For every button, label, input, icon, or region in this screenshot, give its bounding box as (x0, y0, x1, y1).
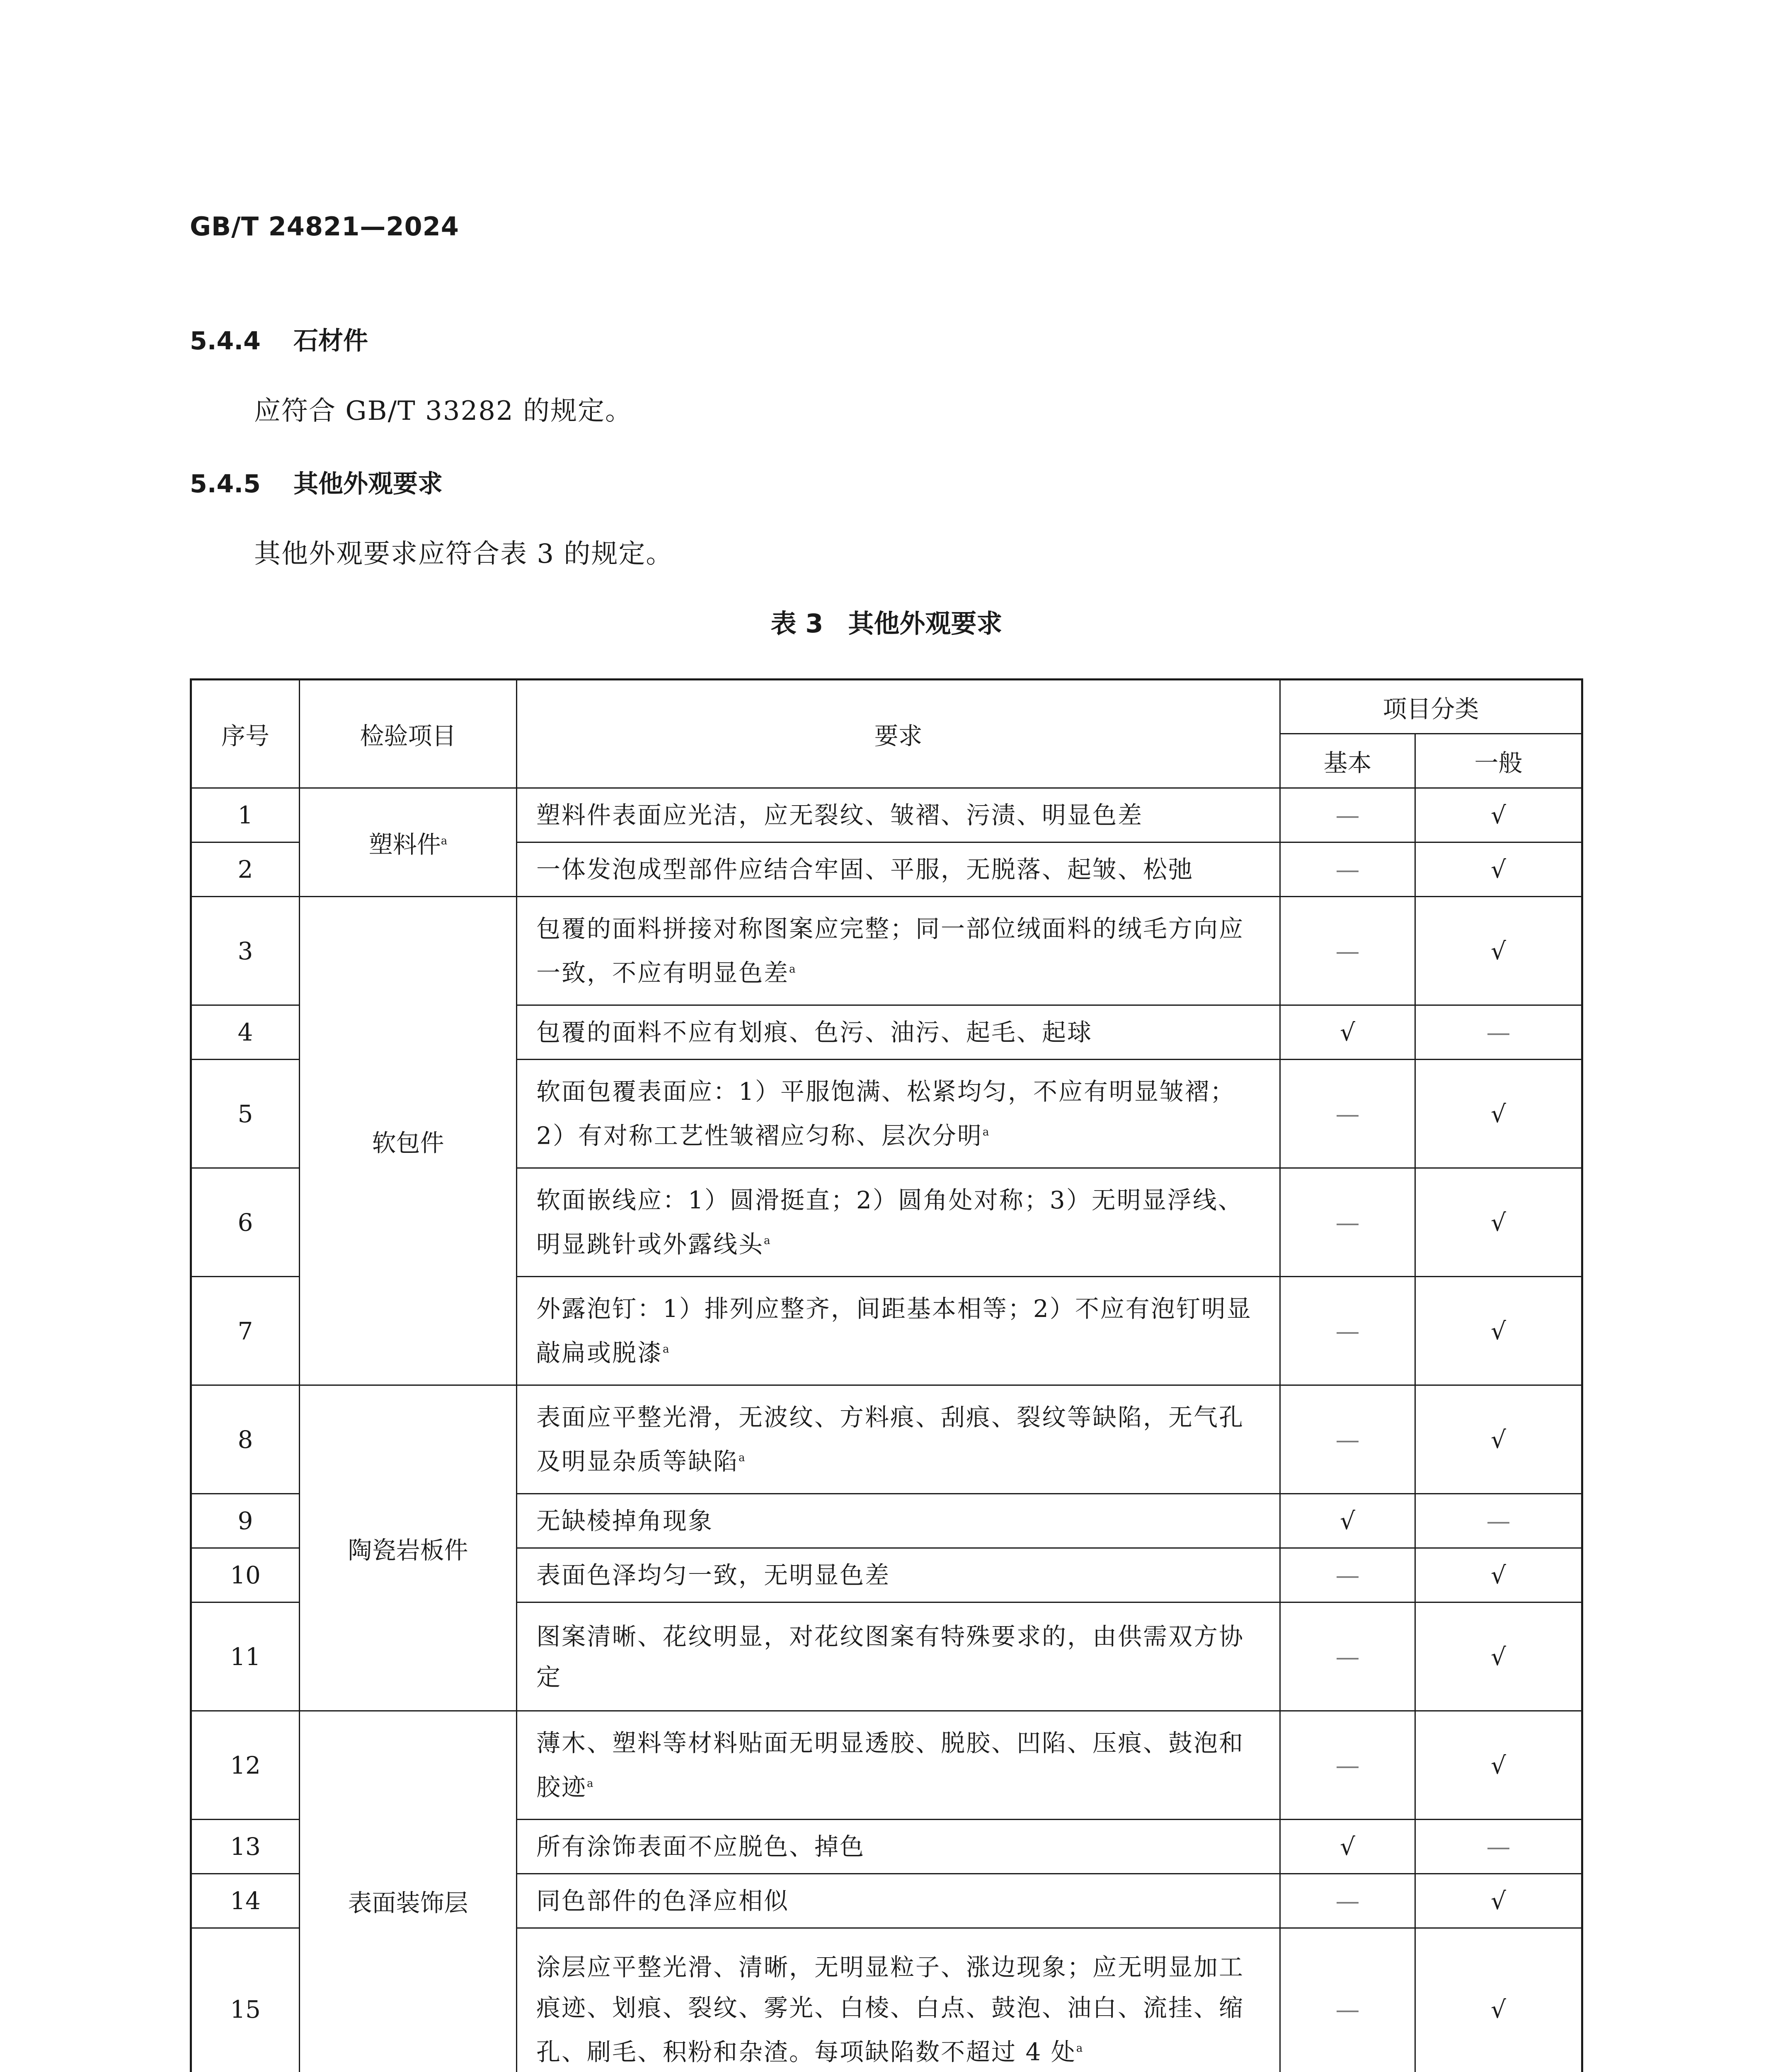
table-row (191, 788, 1582, 842)
row-number: 3 (191, 897, 300, 1005)
row-number: 9 (191, 1494, 300, 1548)
general-mark: √ (1415, 1277, 1582, 1385)
row-number: 11 (191, 1602, 300, 1711)
row-number: 2 (191, 842, 300, 897)
basic-mark: — (1280, 1168, 1415, 1277)
general-mark: √ (1415, 1928, 1582, 2072)
requirement-text: 塑料件表面应光洁，应无裂纹、皱褶、污渍、明显色差 (517, 788, 1280, 842)
basic-mark: — (1280, 788, 1415, 842)
row-number: 12 (191, 1711, 300, 1820)
general-mark: √ (1415, 1548, 1582, 1602)
header-general: 一般 (1415, 734, 1582, 788)
row-number: 5 (191, 1060, 300, 1168)
general-mark: √ (1415, 1602, 1582, 1711)
basic-mark: — (1280, 1928, 1415, 2072)
section-number: 5.4.4 (190, 327, 261, 356)
header-item: 检验项目 (300, 680, 517, 788)
row-number: 7 (191, 1277, 300, 1385)
footnote-mark: a (587, 1777, 595, 1790)
general-mark: — (1415, 1820, 1582, 1874)
requirement-text (517, 1060, 1280, 1168)
header-classification: 项目分类 (1280, 680, 1582, 734)
standard-code: GB/T 24821—2024 (190, 211, 459, 242)
requirement-text (517, 1277, 1280, 1385)
requirement-text (517, 1928, 1280, 2072)
basic-mark: √ (1280, 1005, 1415, 1060)
row-number: 8 (191, 1385, 300, 1494)
footnote-mark: a (739, 1452, 746, 1464)
table-caption-title: 其他外观要求 (848, 608, 1003, 639)
requirement-text: 同色部件的色泽应相似 (517, 1874, 1280, 1928)
group-surface-finish: 表面装饰层 (300, 1711, 517, 2072)
requirement-text (517, 897, 1280, 1005)
basic-mark: — (1280, 1277, 1415, 1385)
footnote-mark: a (1076, 2042, 1084, 2055)
footnote-mark: a (764, 1234, 772, 1247)
requirement-text: 表面色泽均匀一致，无明显色差 (517, 1548, 1280, 1602)
table-row (191, 1385, 1582, 1494)
row-number: 15 (191, 1928, 300, 2072)
group-ceramic-slab: 陶瓷岩板件 (300, 1385, 517, 1711)
general-mark: √ (1415, 1168, 1582, 1277)
section-paragraph: 其他外观要求应符合表 3 的规定。 (254, 539, 673, 569)
row-number: 13 (191, 1820, 300, 1874)
table-caption (0, 603, 1773, 640)
requirement-text: 无缺棱掉角现象 (517, 1494, 1280, 1548)
table-header-row (191, 680, 1582, 734)
section-heading-5-4-5 (190, 464, 443, 500)
requirement-body: 包覆的面料拼接对称图案应完整；同一部位绒面料的绒毛方向应一致，不应有明显色差 (536, 915, 1245, 987)
general-mark: — (1415, 1005, 1582, 1060)
requirement-text (517, 1711, 1280, 1820)
basic-mark: — (1280, 1874, 1415, 1928)
requirements-table (190, 678, 1583, 2072)
section-title: 石材件 (293, 327, 368, 356)
header-basic: 基本 (1280, 734, 1415, 788)
footnote-mark: a (441, 835, 448, 847)
footnote-mark: a (982, 1126, 991, 1139)
group-label: 塑料件 (368, 830, 441, 859)
general-mark: √ (1415, 1385, 1582, 1494)
row-number: 1 (191, 788, 300, 842)
general-mark: √ (1415, 1060, 1582, 1168)
general-mark: √ (1415, 788, 1582, 842)
section-heading-5-4-4 (190, 321, 368, 357)
row-number: 6 (191, 1168, 300, 1277)
basic-mark: — (1280, 1548, 1415, 1602)
footnote-mark: a (663, 1343, 671, 1356)
requirement-body: 表面应平整光滑，无波纹、方料痕、刮痕、裂纹等缺陷，无气孔及明显杂质等缺陷 (536, 1403, 1245, 1476)
table-caption-number: 表 3 (770, 608, 824, 639)
general-mark: √ (1415, 1874, 1582, 1928)
basic-mark: — (1280, 897, 1415, 1005)
requirement-text (517, 1385, 1280, 1494)
general-mark: — (1415, 1494, 1582, 1548)
section-title: 其他外观要求 (293, 470, 443, 499)
footnote-mark: a (789, 963, 797, 976)
basic-mark: — (1280, 1602, 1415, 1711)
requirement-body: 软面嵌线应：1）圆滑挺直；2）圆角处对称；3）无明显浮线、明显跳针或外露线头 (536, 1186, 1243, 1259)
section-number: 5.4.5 (190, 470, 261, 499)
group-plastic (300, 788, 517, 897)
section-paragraph: 应符合 GB/T 33282 的规定。 (254, 396, 633, 426)
general-mark: √ (1415, 897, 1582, 1005)
general-mark: √ (1415, 842, 1582, 897)
requirement-body: 涂层应平整光滑、清晰，无明显粒子、涨边现象；应无明显加工痕迹、划痕、裂纹、雾光、白棱、白点、鼓泡、油白、流挂、缩孔、刷毛、积粉和杂渣。每项缺陷数不超过 4 处 (536, 1953, 1245, 2066)
basic-mark: √ (1280, 1494, 1415, 1548)
row-number: 4 (191, 1005, 300, 1060)
basic-mark: — (1280, 1385, 1415, 1494)
basic-mark: √ (1280, 1820, 1415, 1874)
header-requirement: 要求 (517, 680, 1280, 788)
header-seq: 序号 (191, 680, 300, 788)
requirement-text: 所有涂饰表面不应脱色、掉色 (517, 1820, 1280, 1874)
table-row (191, 897, 1582, 1005)
requirement-body: 软面包覆表面应：1）平服饱满、松紧均匀，不应有明显皱褶；2）有对称工艺性皱褶应匀称、层次分明 (536, 1077, 1235, 1150)
requirement-body: 薄木、塑料等材料贴面无明显透胶、脱胶、凹陷、压痕、鼓泡和胶迹 (536, 1729, 1245, 1801)
requirement-body: 外露泡钉：1）排列应整齐，间距基本相等；2）不应有泡钉明显敲扁或脱漆 (536, 1295, 1252, 1367)
basic-mark: — (1280, 842, 1415, 897)
table-row (191, 1711, 1582, 1820)
requirement-text (517, 1168, 1280, 1277)
row-number: 14 (191, 1874, 300, 1928)
requirement-text: 图案清晰、花纹明显，对花纹图案有特殊要求的，由供需双方协定 (517, 1602, 1280, 1711)
basic-mark: — (1280, 1060, 1415, 1168)
requirement-text: 包覆的面料不应有划痕、色污、油污、起毛、起球 (517, 1005, 1280, 1060)
requirement-text: 一体发泡成型部件应结合牢固、平服，无脱落、起皱、松弛 (517, 842, 1280, 897)
group-upholstery: 软包件 (300, 897, 517, 1385)
row-number: 10 (191, 1548, 300, 1602)
basic-mark: — (1280, 1711, 1415, 1820)
general-mark: √ (1415, 1711, 1582, 1820)
